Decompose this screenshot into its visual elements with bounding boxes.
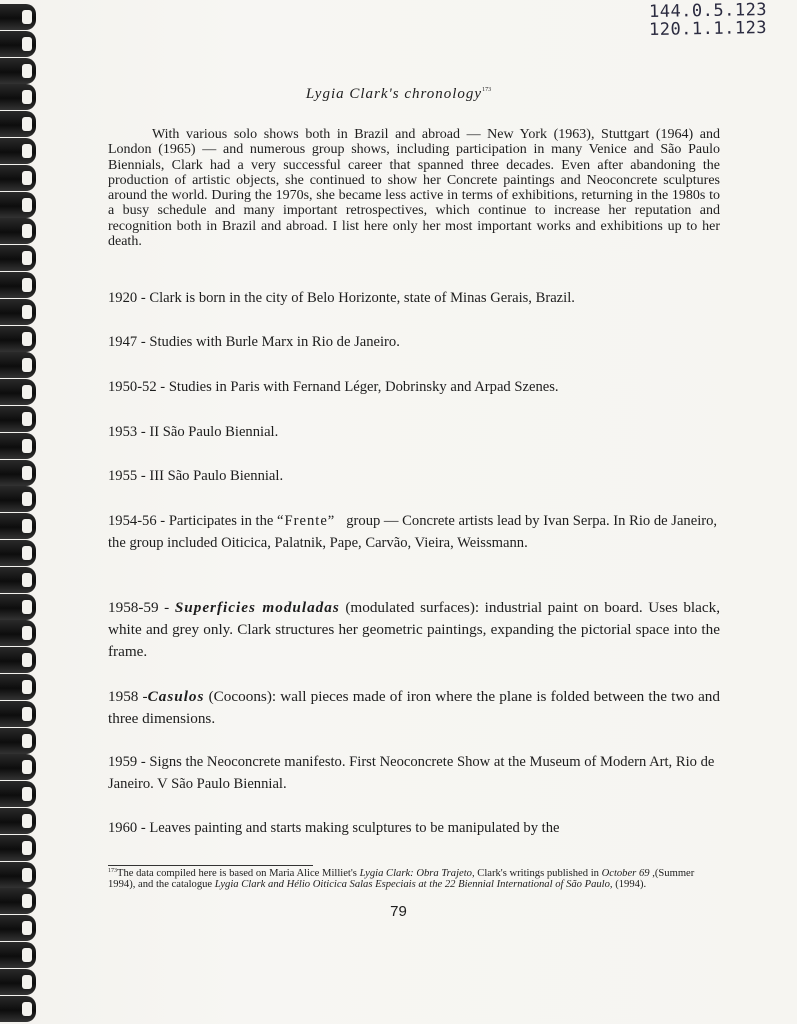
binding-ring — [0, 701, 36, 727]
footnote — [108, 866, 720, 890]
binding-ring — [0, 352, 36, 378]
binding-ring — [0, 111, 36, 137]
binding-ring — [0, 272, 36, 298]
entry-text-continued: group — Concrete artists lead by Ivan Serpa. In Rio de Janeiro, the group included Oiticica, Palatnik, Pape, Carvão, Vieira, Weissmann. — [108, 513, 718, 551]
title-footnote-ref: 173 — [482, 87, 492, 93]
entry-text: Clark is born in the city of Belo Horizonte, state of Minas Gerais, Brazil. — [149, 290, 575, 306]
binding-ring — [0, 192, 36, 218]
entry-1947 — [108, 331, 720, 353]
binding-ring — [0, 486, 36, 512]
work-title: Casulos — [147, 688, 205, 705]
archive-number-line-1: 144.0.5.123 — [648, 0, 768, 23]
entry-1920 — [108, 287, 720, 309]
binding-ring — [0, 379, 36, 405]
entry-year: 1959 - — [108, 754, 146, 770]
spiral-binding — [0, 0, 44, 1024]
binding-ring — [0, 138, 36, 164]
binding-ring — [0, 513, 36, 539]
entry-year: 1960 - — [108, 820, 146, 836]
binding-ring — [0, 567, 36, 593]
entry-year: 1920 - — [108, 290, 146, 306]
binding-ring — [0, 594, 36, 620]
entry-text: (modulated surfaces): industrial paint on board. Uses black, white and grey only. Clark structures her geometric paintings, expanding the pictorial space into the frame. — [108, 599, 721, 660]
page-number: 79 — [390, 903, 407, 920]
entry-year: 1958-59 - — [108, 599, 170, 616]
title-text: Lygia Clark's chronology — [305, 86, 483, 102]
footnote-text: ,(Summer 1994), and the catalogue — [108, 868, 695, 891]
archive-number-line-2: 120.1.1.123 — [648, 17, 768, 41]
entry-text: Participates in the — [168, 513, 278, 529]
entry-text: Leaves painting and starts making sculptures to be manipulated by the — [149, 820, 560, 836]
binding-ring — [0, 406, 36, 432]
binding-ring — [0, 647, 36, 673]
footnote-source-title: Lygia Clark: Obra Trajeto, — [359, 868, 475, 879]
binding-ring — [0, 58, 36, 84]
binding-ring — [0, 540, 36, 566]
binding-ring — [0, 996, 36, 1022]
page-title — [0, 86, 797, 103]
entry-text: Signs the Neoconcrete manifesto. First Neoconcrete Show at the Museum of Modern Art, Rio de Janeiro. V São Paulo Biennial. — [108, 754, 715, 792]
footnote-text: (1994). — [612, 879, 647, 891]
binding-ring — [0, 781, 36, 807]
entry-1958 — [108, 686, 720, 730]
binding-ring — [0, 326, 36, 352]
binding-ring — [0, 728, 36, 754]
footnote-text: The data compiled here is based on Maria Alice Milliet's — [117, 868, 360, 879]
handwritten-archive-number — [648, 0, 768, 41]
binding-ring — [0, 31, 36, 57]
entry-year: 1954-56 - — [108, 513, 166, 529]
entry-1950-52 — [108, 376, 720, 398]
entry-1958-59 — [108, 597, 720, 663]
entry-1960 — [108, 817, 720, 839]
binding-ring — [0, 942, 36, 968]
footnote-journal: October 69 — [601, 868, 650, 879]
entry-year: 1958 - — [108, 688, 148, 705]
entry-year: 1953 - — [108, 424, 146, 440]
entry-1954-56 — [108, 510, 720, 554]
work-title: Superficies moduladas — [174, 599, 340, 616]
entry-year: 1947 - — [108, 334, 146, 350]
intro-paragraph: With various solo shows both in Brazil and abroad — New York (1963), Stuttgart (1964) and London (1965) — and numerous group shows, including participation in many Venice and São Paulo Biennials, Clark had a very successful career that spanned three decades. Even after abandoning the production of artistic objects, she continued to show her Concrete paintings and Neoconcrete sculptures around the world. During the 1970s, she became less active in terms of exhibitions, returning in the 1980s to a busy schedule and many important retrospectives, which continue to increase her reputation and recognition both in Brazil and abroad. I list here only her most important works and exhibitions up to her death. — [108, 127, 720, 250]
entry-text: II São Paulo Biennial. — [149, 424, 279, 440]
entry-1959 — [108, 751, 720, 795]
binding-ring — [0, 862, 36, 888]
entry-text: III São Paulo Biennial. — [149, 468, 284, 484]
entry-text: (Cocoons): wall pieces made of iron where the plane is folded between the two and three dimensions. — [108, 688, 720, 727]
footnote-catalogue-title: Lygia Clark and Hélio Oiticica Salas Especiais at the 22 Biennial International of São Paulo, — [214, 879, 613, 891]
entry-1953 — [108, 421, 720, 443]
binding-ring — [0, 620, 36, 646]
entry-year: 1955 - — [108, 468, 146, 484]
binding-ring — [0, 835, 36, 861]
binding-ring — [0, 808, 36, 834]
footnote-number: 173 — [108, 868, 117, 874]
entry-text: Studies in Paris with Fernand Léger, Dobrinsky and Arpad Szenes. — [168, 379, 559, 395]
group-name: “Frente” — [277, 513, 336, 529]
binding-ring — [0, 460, 36, 486]
footnote-text: Clark's writings published in — [474, 868, 602, 879]
binding-ring — [0, 969, 36, 995]
binding-ring — [0, 4, 36, 30]
binding-ring — [0, 245, 36, 271]
entry-text: Studies with Burle Marx in Rio de Janeiro. — [149, 334, 400, 350]
entry-1955 — [108, 465, 720, 487]
binding-ring — [0, 299, 36, 325]
binding-ring — [0, 433, 36, 459]
binding-ring — [0, 218, 36, 244]
binding-ring — [0, 754, 36, 780]
entry-year: 1950-52 - — [108, 379, 166, 395]
binding-ring — [0, 165, 36, 191]
binding-ring — [0, 674, 36, 700]
